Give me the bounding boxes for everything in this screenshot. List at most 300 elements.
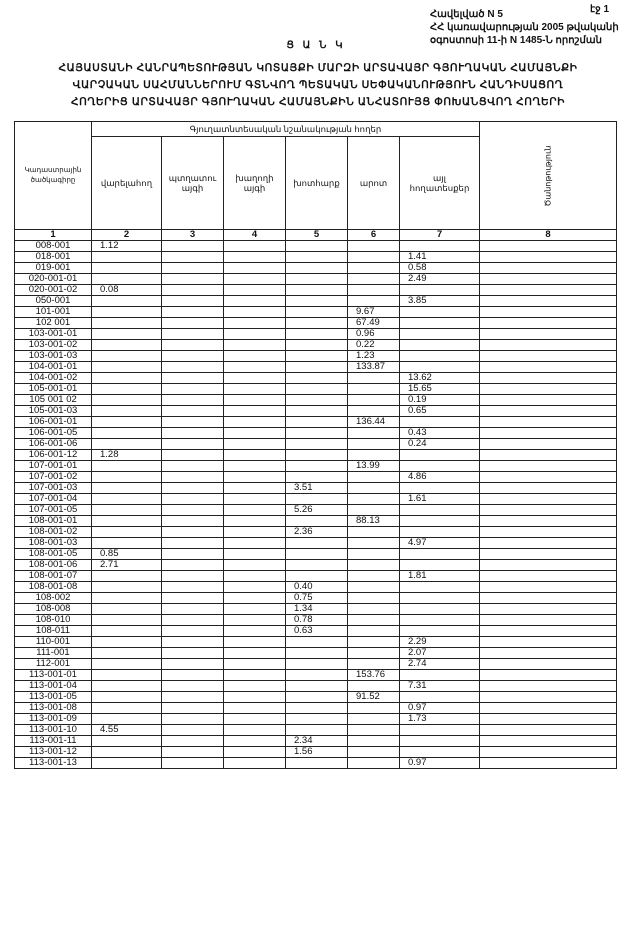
perennial-cell xyxy=(162,252,224,263)
cadastral-code-cell: 113-001-10 xyxy=(15,725,92,736)
perennial-cell xyxy=(162,758,224,769)
other-land-cell: 2.49 xyxy=(400,274,480,285)
vineyard-cell xyxy=(224,505,286,516)
arable-cell: 2.71 xyxy=(92,560,162,571)
arable-cell xyxy=(92,318,162,329)
note-cell xyxy=(480,494,617,505)
pasture-cell: 0.96 xyxy=(348,329,400,340)
table-row xyxy=(15,263,617,274)
cadastral-code-cell: 108-001-07 xyxy=(15,571,92,582)
vineyard-cell xyxy=(224,703,286,714)
other-land-cell: 4.97 xyxy=(400,538,480,549)
table-row xyxy=(15,637,617,648)
cadastral-code-cell: 108-001-08 xyxy=(15,582,92,593)
other-land-cell: 1.73 xyxy=(400,714,480,725)
header-note xyxy=(480,122,617,230)
vineyard-cell xyxy=(224,252,286,263)
pasture-cell xyxy=(348,384,400,395)
pasture-cell xyxy=(348,560,400,571)
pasture-cell xyxy=(348,252,400,263)
vineyard-cell xyxy=(224,604,286,615)
land-parcels-table xyxy=(14,121,617,769)
table-row xyxy=(15,296,617,307)
table-row xyxy=(15,384,617,395)
hayfield-cell xyxy=(286,241,348,252)
table-row xyxy=(15,593,617,604)
vineyard-cell xyxy=(224,274,286,285)
hayfield-cell: 2.36 xyxy=(286,527,348,538)
table-row xyxy=(15,692,617,703)
vineyard-cell xyxy=(224,362,286,373)
cadastral-code-cell: 111-001 xyxy=(15,648,92,659)
hayfield-cell: 0.75 xyxy=(286,593,348,604)
note-cell xyxy=(480,615,617,626)
note-cell xyxy=(480,285,617,296)
table-row xyxy=(15,648,617,659)
arable-cell xyxy=(92,593,162,604)
hayfield-cell xyxy=(286,252,348,263)
hayfield-cell xyxy=(286,307,348,318)
other-land-cell: 3.85 xyxy=(400,296,480,307)
pasture-cell xyxy=(348,428,400,439)
hayfield-cell xyxy=(286,472,348,483)
arable-cell xyxy=(92,362,162,373)
header-other-land: այլ հողատեսքեր xyxy=(400,137,480,230)
table-row xyxy=(15,736,617,747)
arable-cell xyxy=(92,340,162,351)
pasture-cell xyxy=(348,626,400,637)
cadastral-code-cell: 101-001 xyxy=(15,307,92,318)
other-land-cell: 15.65 xyxy=(400,384,480,395)
table-row xyxy=(15,252,617,263)
arable-cell xyxy=(92,329,162,340)
pasture-cell xyxy=(348,703,400,714)
arable-cell: 0.08 xyxy=(92,285,162,296)
table-row xyxy=(15,406,617,417)
hayfield-cell xyxy=(286,406,348,417)
other-land-cell xyxy=(400,351,480,362)
vineyard-cell xyxy=(224,395,286,406)
note-cell xyxy=(480,648,617,659)
pasture-cell xyxy=(348,549,400,560)
hayfield-cell: 3.51 xyxy=(286,483,348,494)
perennial-cell xyxy=(162,340,224,351)
cadastral-code-cell: 106-001-06 xyxy=(15,439,92,450)
cadastral-code-cell: 104-001-01 xyxy=(15,362,92,373)
pasture-cell xyxy=(348,274,400,285)
other-land-cell xyxy=(400,318,480,329)
arable-cell xyxy=(92,263,162,274)
cadastral-code-cell: 108-011 xyxy=(15,626,92,637)
note-cell xyxy=(480,714,617,725)
other-land-cell: 0.97 xyxy=(400,758,480,769)
table-row xyxy=(15,395,617,406)
arable-cell xyxy=(92,395,162,406)
cadastral-code-cell: 106-001-12 xyxy=(15,450,92,461)
note-cell xyxy=(480,417,617,428)
note-cell xyxy=(480,483,617,494)
cadastral-code-cell: 103-001-02 xyxy=(15,340,92,351)
pasture-cell: 9.67 xyxy=(348,307,400,318)
cadastral-code-cell: 105-001-01 xyxy=(15,384,92,395)
hayfield-cell xyxy=(286,538,348,549)
column-number: 5 xyxy=(286,230,348,241)
table-row xyxy=(15,340,617,351)
pasture-cell: 0.22 xyxy=(348,340,400,351)
vineyard-cell xyxy=(224,472,286,483)
table-row xyxy=(15,670,617,681)
hayfield-cell xyxy=(286,659,348,670)
note-cell xyxy=(480,274,617,285)
cadastral-code-cell: 113-001-08 xyxy=(15,703,92,714)
other-land-cell xyxy=(400,747,480,758)
header-note-label: Ծանոթություն xyxy=(543,145,552,206)
hayfield-cell xyxy=(286,428,348,439)
other-land-cell xyxy=(400,593,480,604)
other-land-cell: 2.29 xyxy=(400,637,480,648)
note-cell xyxy=(480,252,617,263)
column-number: 3 xyxy=(162,230,224,241)
hayfield-cell xyxy=(286,296,348,307)
other-land-cell: 1.41 xyxy=(400,252,480,263)
vineyard-cell xyxy=(224,450,286,461)
arable-cell xyxy=(92,571,162,582)
arable-cell xyxy=(92,417,162,428)
hayfield-cell xyxy=(286,714,348,725)
vineyard-cell xyxy=(224,571,286,582)
cadastral-code-cell: 107-001-01 xyxy=(15,461,92,472)
vineyard-cell xyxy=(224,351,286,362)
hayfield-cell xyxy=(286,703,348,714)
vineyard-cell xyxy=(224,285,286,296)
pasture-cell: 88.13 xyxy=(348,516,400,527)
header-arable: վարելահող xyxy=(92,137,162,230)
note-cell xyxy=(480,384,617,395)
cadastral-code-cell: 113-001-13 xyxy=(15,758,92,769)
perennial-cell xyxy=(162,362,224,373)
arable-cell xyxy=(92,736,162,747)
note-cell xyxy=(480,758,617,769)
note-cell xyxy=(480,670,617,681)
perennial-cell xyxy=(162,439,224,450)
arable-cell xyxy=(92,252,162,263)
note-cell xyxy=(480,373,617,384)
vineyard-cell xyxy=(224,626,286,637)
other-land-cell: 2.07 xyxy=(400,648,480,659)
arable-cell xyxy=(92,637,162,648)
arable-cell xyxy=(92,428,162,439)
note-cell xyxy=(480,450,617,461)
vineyard-cell xyxy=(224,593,286,604)
other-land-cell xyxy=(400,692,480,703)
pasture-cell xyxy=(348,483,400,494)
vineyard-cell xyxy=(224,329,286,340)
cadastral-code-cell: 020-001-01 xyxy=(15,274,92,285)
perennial-cell xyxy=(162,483,224,494)
pasture-cell xyxy=(348,604,400,615)
cadastral-code-cell: 110-001 xyxy=(15,637,92,648)
hayfield-cell xyxy=(286,681,348,692)
other-land-cell xyxy=(400,329,480,340)
perennial-cell xyxy=(162,615,224,626)
perennial-cell xyxy=(162,516,224,527)
pasture-cell: 136.44 xyxy=(348,417,400,428)
table-row xyxy=(15,472,617,483)
other-land-cell: 2.74 xyxy=(400,659,480,670)
arable-cell xyxy=(92,472,162,483)
annex-line-3: օգոստոսի 11-ի N 1485-Ն որոշման xyxy=(430,35,602,46)
hayfield-cell xyxy=(286,670,348,681)
column-number-row xyxy=(15,230,617,241)
arable-cell xyxy=(92,351,162,362)
perennial-cell xyxy=(162,538,224,549)
cadastral-code-cell: 107-001-05 xyxy=(15,505,92,516)
subtitle-line-2: ՎԱՐՉԱԿԱՆ ՍԱՀՄԱՆՆԵՐՈՒՄ ԳՏՆՎՈՂ ՊԵՏԱԿԱՆ ՍԵՓԱԿԱՆՈՒԹՅՈՒՆ ՀԱՆԴԻՍԱՑՈՂ xyxy=(72,79,564,91)
other-land-cell xyxy=(400,604,480,615)
hayfield-cell: 1.34 xyxy=(286,604,348,615)
other-land-cell xyxy=(400,516,480,527)
arable-cell xyxy=(92,615,162,626)
pasture-cell xyxy=(348,593,400,604)
vineyard-cell xyxy=(224,615,286,626)
vineyard-cell xyxy=(224,692,286,703)
arable-cell: 4.55 xyxy=(92,725,162,736)
note-cell xyxy=(480,747,617,758)
table-row xyxy=(15,318,617,329)
pasture-cell: 13.99 xyxy=(348,461,400,472)
pasture-cell: 1.23 xyxy=(348,351,400,362)
vineyard-cell xyxy=(224,318,286,329)
note-cell xyxy=(480,593,617,604)
arable-cell: 1.12 xyxy=(92,241,162,252)
table-row xyxy=(15,274,617,285)
arable-cell xyxy=(92,703,162,714)
column-number: 1 xyxy=(15,230,92,241)
hayfield-cell xyxy=(286,648,348,659)
other-land-cell: 1.61 xyxy=(400,494,480,505)
hayfield-cell xyxy=(286,516,348,527)
hayfield-cell: 5.26 xyxy=(286,505,348,516)
other-land-cell xyxy=(400,670,480,681)
cadastral-code-cell: 108-010 xyxy=(15,615,92,626)
cadastral-code-cell: 050-001 xyxy=(15,296,92,307)
cadastral-code-cell: 108-001-01 xyxy=(15,516,92,527)
vineyard-cell xyxy=(224,340,286,351)
pasture-cell xyxy=(348,263,400,274)
hayfield-cell xyxy=(286,549,348,560)
perennial-cell xyxy=(162,472,224,483)
pasture-cell xyxy=(348,571,400,582)
arable-cell xyxy=(92,505,162,516)
cadastral-code-cell: 103-001-03 xyxy=(15,351,92,362)
vineyard-cell xyxy=(224,417,286,428)
table-row xyxy=(15,725,617,736)
cadastral-code-cell: 107-001-03 xyxy=(15,483,92,494)
hayfield-cell xyxy=(286,450,348,461)
pasture-cell xyxy=(348,681,400,692)
cadastral-code-cell: 102 001 xyxy=(15,318,92,329)
table-row xyxy=(15,516,617,527)
arable-cell xyxy=(92,670,162,681)
table-row xyxy=(15,527,617,538)
header-cadastral-code: Կադաստրային ծածկագիրը xyxy=(15,122,92,230)
note-cell xyxy=(480,505,617,516)
perennial-cell xyxy=(162,307,224,318)
perennial-cell xyxy=(162,747,224,758)
perennial-cell xyxy=(162,670,224,681)
cadastral-code-cell: 108-001-06 xyxy=(15,560,92,571)
note-cell xyxy=(480,406,617,417)
table-row xyxy=(15,307,617,318)
hayfield-cell xyxy=(286,351,348,362)
pasture-cell xyxy=(348,747,400,758)
cadastral-code-cell: 113-001-04 xyxy=(15,681,92,692)
note-cell xyxy=(480,241,617,252)
arable-cell xyxy=(92,582,162,593)
header-pasture: արոտ xyxy=(348,137,400,230)
note-cell xyxy=(480,362,617,373)
perennial-cell xyxy=(162,505,224,516)
perennial-cell xyxy=(162,582,224,593)
note-cell xyxy=(480,538,617,549)
table-row xyxy=(15,626,617,637)
arable-cell xyxy=(92,659,162,670)
other-land-cell xyxy=(400,725,480,736)
vineyard-cell xyxy=(224,714,286,725)
other-land-cell xyxy=(400,736,480,747)
pasture-cell xyxy=(348,472,400,483)
hayfield-cell xyxy=(286,692,348,703)
other-land-cell xyxy=(400,483,480,494)
arable-cell: 0.85 xyxy=(92,549,162,560)
pasture-cell xyxy=(348,296,400,307)
cadastral-code-cell: 108-001-02 xyxy=(15,527,92,538)
note-cell xyxy=(480,560,617,571)
note-cell xyxy=(480,637,617,648)
note-cell xyxy=(480,527,617,538)
pasture-cell: 91.52 xyxy=(348,692,400,703)
vineyard-cell xyxy=(224,747,286,758)
other-land-cell: 7.31 xyxy=(400,681,480,692)
column-number: 7 xyxy=(400,230,480,241)
annex-line-2: ՀՀ կառավարության 2005 թվականի xyxy=(430,22,619,33)
hayfield-cell: 0.40 xyxy=(286,582,348,593)
note-cell xyxy=(480,329,617,340)
vineyard-cell xyxy=(224,461,286,472)
table-row xyxy=(15,285,617,296)
perennial-cell xyxy=(162,736,224,747)
pasture-cell xyxy=(348,758,400,769)
vineyard-cell xyxy=(224,736,286,747)
hayfield-cell xyxy=(286,395,348,406)
perennial-cell xyxy=(162,494,224,505)
note-cell xyxy=(480,626,617,637)
perennial-cell xyxy=(162,648,224,659)
pasture-cell xyxy=(348,538,400,549)
perennial-cell xyxy=(162,725,224,736)
hayfield-cell xyxy=(286,571,348,582)
table-row xyxy=(15,560,617,571)
note-cell xyxy=(480,549,617,560)
vineyard-cell xyxy=(224,439,286,450)
vineyard-cell xyxy=(224,483,286,494)
arable-cell xyxy=(92,604,162,615)
header-hayfield: խոտհարք xyxy=(286,137,348,230)
note-cell xyxy=(480,659,617,670)
perennial-cell xyxy=(162,714,224,725)
arable-cell xyxy=(92,527,162,538)
pasture-cell xyxy=(348,450,400,461)
perennial-cell xyxy=(162,681,224,692)
pasture-cell: 67.49 xyxy=(348,318,400,329)
arable-cell xyxy=(92,274,162,285)
cadastral-code-cell: 107-001-02 xyxy=(15,472,92,483)
pasture-cell xyxy=(348,395,400,406)
column-number: 2 xyxy=(92,230,162,241)
perennial-cell xyxy=(162,527,224,538)
perennial-cell xyxy=(162,395,224,406)
hayfield-cell: 2.34 xyxy=(286,736,348,747)
other-land-cell: 0.58 xyxy=(400,263,480,274)
table-row xyxy=(15,659,617,670)
vineyard-cell xyxy=(224,637,286,648)
subtitle-line-3: ՀՈՂԵՐԻՑ ԱՐՏԱՎԱՅՐ ԳՅՈՒՂԱԿԱՆ ՀԱՄԱՅՆՔԻՆ ԱՆՀԱՏՈՒՅՑ ՓՈԽԱՆՑՎՈՂ ՀՈՂԵՐԻ xyxy=(70,96,566,108)
header-vineyard: խաղողի այգի xyxy=(224,137,286,230)
cadastral-code-cell: 103-001-01 xyxy=(15,329,92,340)
perennial-cell xyxy=(162,571,224,582)
arable-cell xyxy=(92,538,162,549)
note-cell xyxy=(480,571,617,582)
pasture-cell: 133.87 xyxy=(348,362,400,373)
hayfield-cell xyxy=(286,439,348,450)
arable-cell xyxy=(92,648,162,659)
pasture-cell xyxy=(348,582,400,593)
table-row xyxy=(15,450,617,461)
hayfield-cell xyxy=(286,494,348,505)
perennial-cell xyxy=(162,637,224,648)
perennial-cell xyxy=(162,659,224,670)
cadastral-code-cell: 105 001 02 xyxy=(15,395,92,406)
header-perennial: պտղատու այգի xyxy=(162,137,224,230)
hayfield-cell xyxy=(286,461,348,472)
hayfield-cell: 1.56 xyxy=(286,747,348,758)
pasture-cell xyxy=(348,637,400,648)
perennial-cell xyxy=(162,560,224,571)
hayfield-cell xyxy=(286,758,348,769)
pasture-cell xyxy=(348,505,400,516)
table-row xyxy=(15,571,617,582)
vineyard-cell xyxy=(224,549,286,560)
perennial-cell xyxy=(162,318,224,329)
vineyard-cell xyxy=(224,659,286,670)
other-land-cell xyxy=(400,417,480,428)
table-row xyxy=(15,582,617,593)
hayfield-cell xyxy=(286,340,348,351)
cadastral-code-cell: 106-001-01 xyxy=(15,417,92,428)
arable-cell xyxy=(92,373,162,384)
perennial-cell xyxy=(162,626,224,637)
perennial-cell xyxy=(162,263,224,274)
pasture-cell xyxy=(348,373,400,384)
hayfield-cell xyxy=(286,637,348,648)
table-row xyxy=(15,351,617,362)
cadastral-code-cell: 105-001-03 xyxy=(15,406,92,417)
arable-cell xyxy=(92,516,162,527)
pasture-cell xyxy=(348,406,400,417)
vineyard-cell xyxy=(224,516,286,527)
note-cell xyxy=(480,692,617,703)
other-land-cell xyxy=(400,560,480,571)
